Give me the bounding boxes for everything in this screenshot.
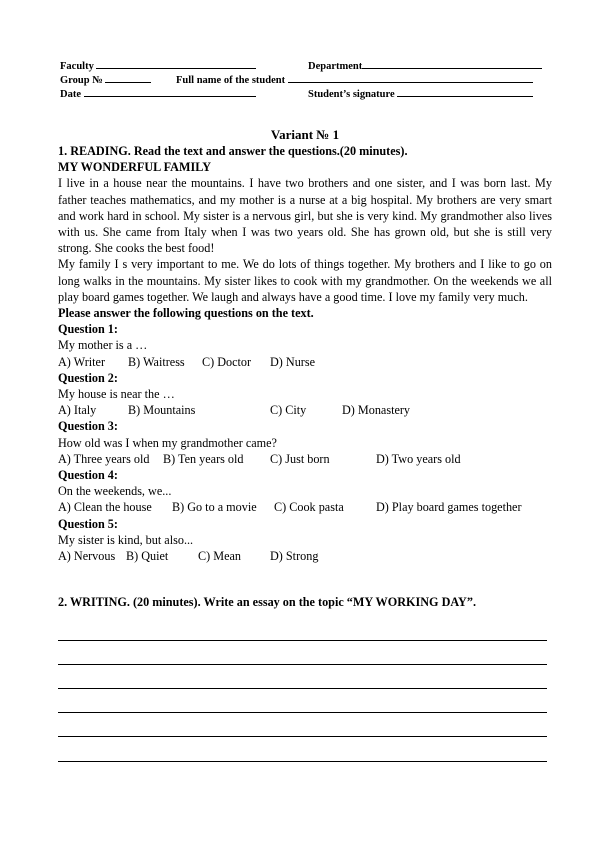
question-2-options	[58, 402, 552, 418]
option[interactable]: A) Italy	[58, 403, 97, 418]
reading-section	[58, 143, 552, 564]
option[interactable]: A) Three years old	[58, 451, 150, 466]
text-title: MY WONDERFUL FAMILY	[58, 160, 212, 175]
group-blank[interactable]	[105, 72, 151, 83]
department-field[interactable]	[308, 58, 542, 73]
question-3-text: How old was I when my grandmother came?	[58, 435, 277, 450]
option[interactable]: D) Strong	[270, 549, 319, 564]
question-2-text: My house is near the …	[58, 387, 175, 402]
option[interactable]: D) Play board games together	[376, 500, 522, 515]
group-field[interactable]	[60, 72, 151, 87]
question-4-options	[58, 499, 552, 515]
question-4-label: Question 4:	[58, 468, 118, 483]
question-5-options	[58, 548, 552, 564]
option[interactable]: B) Mountains	[128, 403, 196, 418]
faculty-field[interactable]	[60, 58, 256, 73]
faculty-label: Faculty	[60, 61, 94, 72]
answer-line[interactable]	[58, 688, 547, 689]
reading-heading: 1. READING. Read the text and answer the questions.(20 minutes).	[58, 144, 408, 158]
option[interactable]: C) Cook pasta	[274, 500, 344, 515]
answer-line[interactable]	[58, 664, 547, 665]
full-name-label: Full name of the student	[176, 75, 286, 86]
question-1-label: Question 1:	[58, 322, 118, 337]
answer-line[interactable]	[58, 761, 547, 762]
answer-line[interactable]	[58, 712, 547, 713]
answer-line[interactable]	[58, 640, 547, 641]
date-blank[interactable]	[84, 86, 256, 97]
option[interactable]: B) Quiet	[126, 549, 169, 564]
option[interactable]: A) Writer	[58, 354, 105, 369]
text-paragraph-1: I live in a house near the mountains. I have two brothers and one sister, and I was born last. My father teaches mathematics, and my mother is a nurse at a big hospital. My brothers are very smart and work hard in school. My sister is a nervous girl, but she is very kind. My grandmother also lives with us. She came from Italy when I was two years old. She has grown old, but she is still very strong. She cooks the best food!	[58, 176, 552, 256]
department-label: Department	[308, 61, 363, 72]
variant-title: Variant № 1	[270, 127, 340, 142]
signature-label: Student’s signature	[308, 89, 395, 100]
date-label: Date	[60, 89, 81, 100]
date-field[interactable]	[60, 86, 256, 101]
option[interactable]: B) Waitress	[128, 354, 185, 369]
option[interactable]: A) Clean the house	[58, 500, 152, 515]
signature-blank[interactable]	[397, 86, 533, 97]
questions-instruction: Please answer the following questions on the text.	[58, 306, 314, 321]
question-2-label: Question 2:	[58, 370, 118, 385]
question-1-options	[58, 354, 552, 370]
question-5-label: Question 5:	[58, 516, 118, 531]
question-5-text: My sister is kind, but also...	[58, 532, 194, 547]
option[interactable]: D) Two years old	[376, 451, 461, 466]
option[interactable]: C) Mean	[198, 549, 241, 564]
full-name-field[interactable]	[176, 72, 533, 87]
answer-line[interactable]	[58, 736, 547, 737]
faculty-blank[interactable]	[96, 58, 256, 69]
writing-heading: 2. WRITING. (20 minutes). Write an essay on the topic “MY WORKING DAY”.	[58, 595, 477, 609]
text-paragraph-2: My family I s very important to me. We do lots of things together. My brothers and I like to go on long walks in the mountains. My sister likes to cook with my grandmother. On the weekends we all play board games together. We laugh and always have a good time. I love my family very much.	[58, 257, 552, 304]
department-blank[interactable]	[362, 58, 542, 69]
option[interactable]: D) Monastery	[342, 403, 411, 418]
question-3-options	[58, 451, 552, 467]
question-1-text: My mother is a …	[58, 338, 148, 353]
group-label: Group №	[60, 75, 103, 86]
signature-field[interactable]	[308, 86, 533, 101]
option[interactable]: B) Ten years old	[163, 451, 244, 466]
option[interactable]: D) Nurse	[270, 354, 316, 369]
question-4-text: On the weekends, we...	[58, 484, 172, 499]
question-3-label: Question 3:	[58, 419, 118, 434]
option[interactable]: C) Just born	[270, 451, 330, 466]
option[interactable]: C) Doctor	[202, 354, 252, 369]
option[interactable]: A) Nervous	[58, 549, 116, 564]
option[interactable]: B) Go to a movie	[172, 500, 257, 515]
option[interactable]: C) City	[270, 403, 307, 418]
full-name-blank[interactable]	[288, 72, 533, 83]
